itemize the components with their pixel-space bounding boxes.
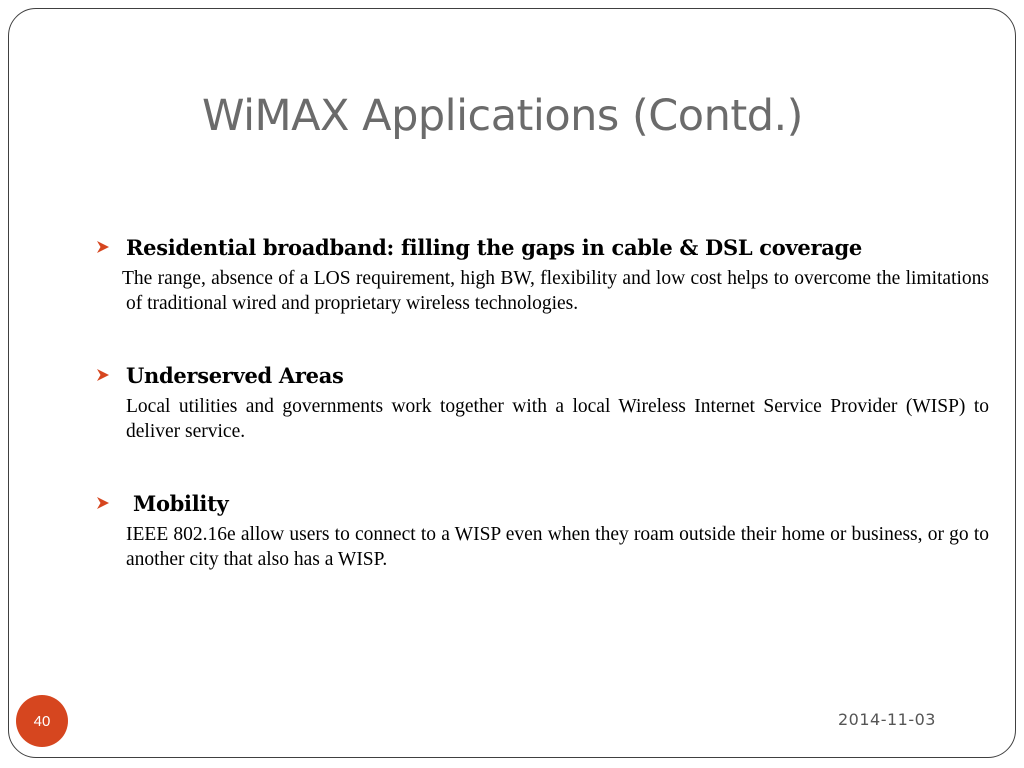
section-body: IEEE 802.16e allow users to connect to a WISP even when they roam outside their home or business, or go to another city that also has a WISP. (126, 524, 989, 570)
section-underserved-areas (96, 358, 989, 444)
section-residential-broadband (96, 230, 989, 316)
section-heading-row (96, 358, 989, 392)
arrowhead-bullet-icon (96, 496, 126, 510)
arrowhead-bullet-icon (96, 368, 126, 382)
section-heading-row (96, 230, 989, 264)
section-heading: Underserved Areas (126, 362, 344, 388)
section-heading: Residential broadband: filling the gaps in cable & DSL coverage (126, 234, 862, 260)
section-heading: Mobility (133, 490, 229, 516)
page-number-badge: 40 (16, 695, 68, 747)
slide-content (96, 230, 989, 572)
section-heading-row (96, 486, 989, 520)
footer-date: 2014-11-03 (838, 710, 936, 729)
slide-title: WiMAX Applications (Contd.) (202, 91, 803, 141)
section-body: Local utilities and governments work together with a local Wireless Internet Service Provider (WISP) to deliver service. (126, 396, 989, 442)
arrowhead-bullet-icon (96, 240, 126, 254)
section-mobility (96, 486, 989, 572)
section-body: The range, absence of a LOS requirement, high BW, flexibility and low cost helps to overcome the limitations of traditional wired and proprietary wireless technologies. (122, 268, 989, 314)
